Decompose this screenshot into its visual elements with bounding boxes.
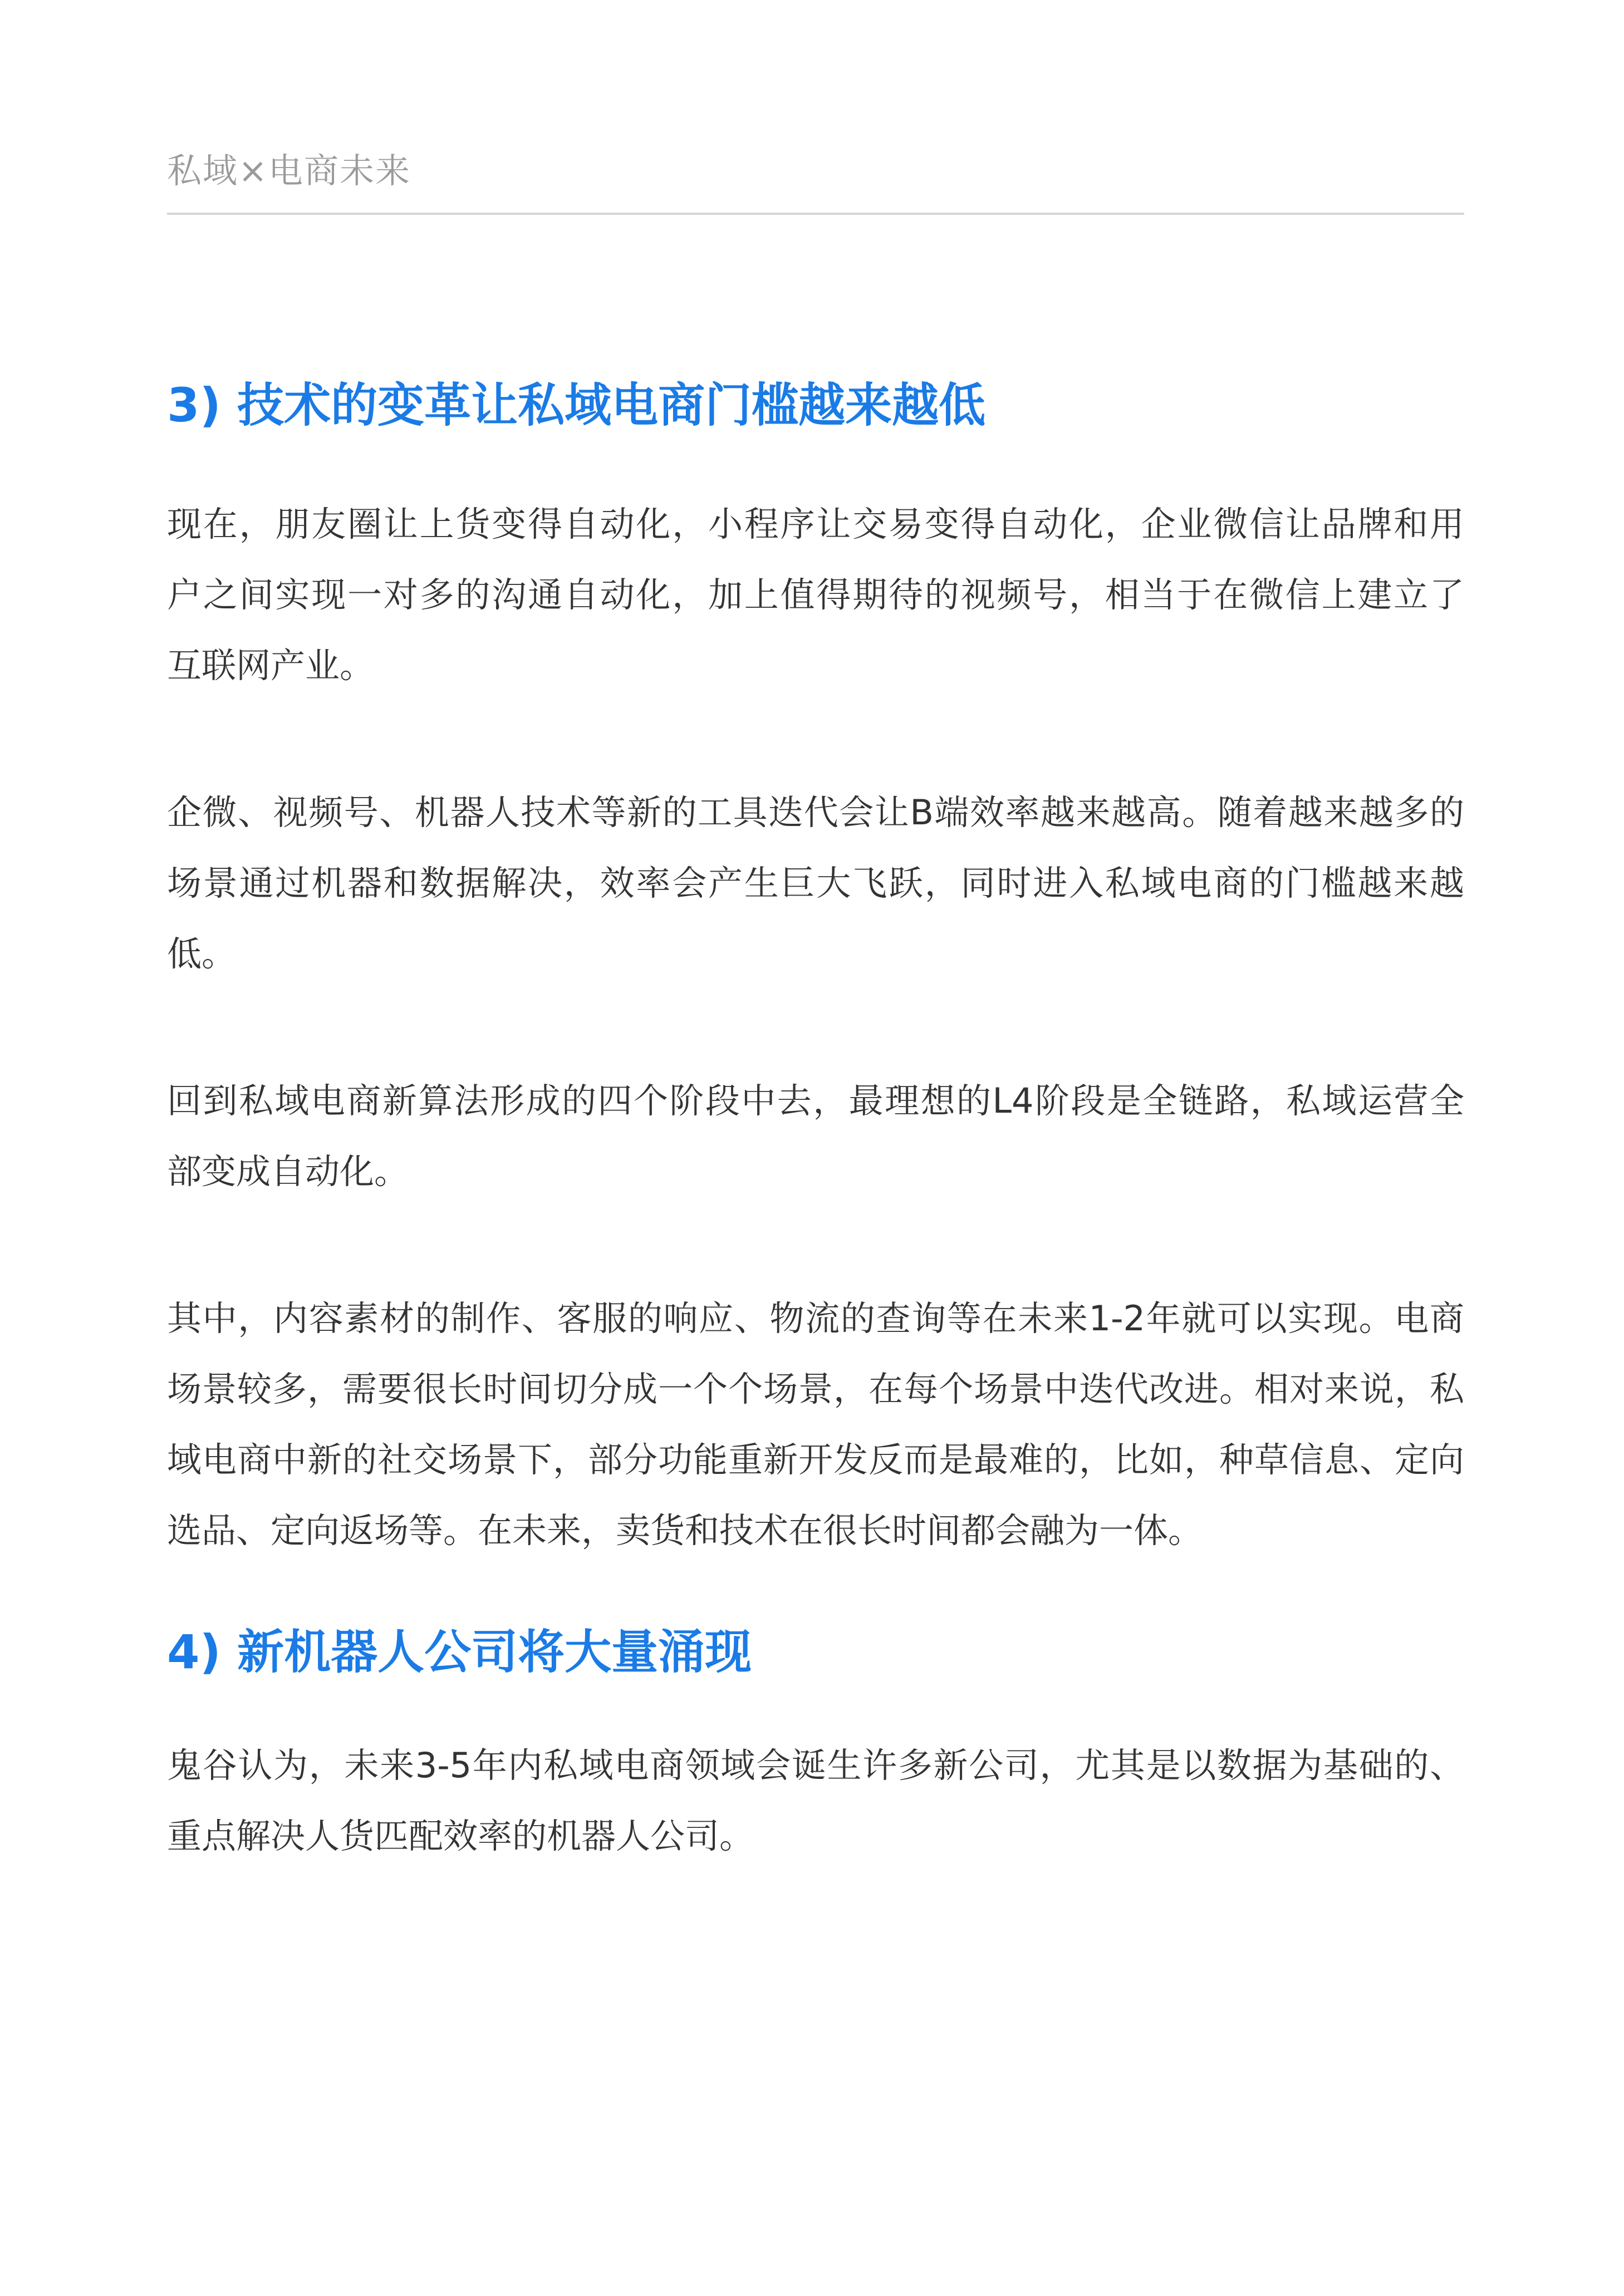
text-line: 其中，内容素材的制作、客服的响应、物流的查询等在未来1-2年就可以实现。电商	[167, 1298, 1464, 1339]
header-divider	[167, 213, 1464, 215]
section-heading-4: 4) 新机器人公司将大量涌现	[167, 1625, 752, 1679]
paragraph	[167, 1283, 1464, 1566]
text-line: 回到私域电商新算法形成的四个阶段中去，最理想的L4阶段是全链路，私域运营全	[167, 1080, 1464, 1121]
text-line: 企微、视频号、机器人技术等新的工具迭代会让B端效率越来越高。随着越来越多的	[167, 792, 1464, 833]
text-line: 互联网产业。	[167, 645, 375, 686]
text-line: 户之间实现一对多的沟通自动化，加上值得期待的视频号，相当于在微信上建立了	[167, 574, 1464, 615]
text-line: 重点解决人货匹配效率的机器人公司。	[167, 1816, 754, 1856]
paragraph	[167, 1065, 1464, 1207]
text-line: 鬼谷认为，未来3-5年内私域电商领域会诞生许多新公司，尤其是以数据为基础的、	[167, 1745, 1464, 1786]
section-heading-3: 3) 技术的变革让私域电商门槛越来越低	[167, 378, 986, 432]
text-line: 低。	[167, 933, 237, 974]
running-header: 私域×电商未来	[167, 150, 411, 191]
text-line: 现在，朋友圈让上货变得自动化，小程序让交易变得自动化，企业微信让品牌和用	[167, 504, 1464, 544]
text-line: 选品、定向返场等。在未来，卖货和技术在很长时间都会融为一体。	[167, 1510, 1203, 1551]
paragraph	[167, 777, 1464, 989]
text-line: 部变成自动化。	[167, 1151, 409, 1192]
text-line: 场景通过机器和数据解决，效率会产生巨大飞跃，同时进入私域电商的门槛越来越	[167, 863, 1464, 903]
paragraph	[167, 489, 1464, 701]
paragraph	[167, 1730, 1464, 1871]
text-line: 场景较多，需要很长时间切分成一个个场景，在每个场景中迭代改进。相对来说，私	[167, 1369, 1464, 1409]
text-line: 域电商中新的社交场景下，部分功能重新开发反而是最难的，比如，种草信息、定向	[167, 1439, 1464, 1480]
